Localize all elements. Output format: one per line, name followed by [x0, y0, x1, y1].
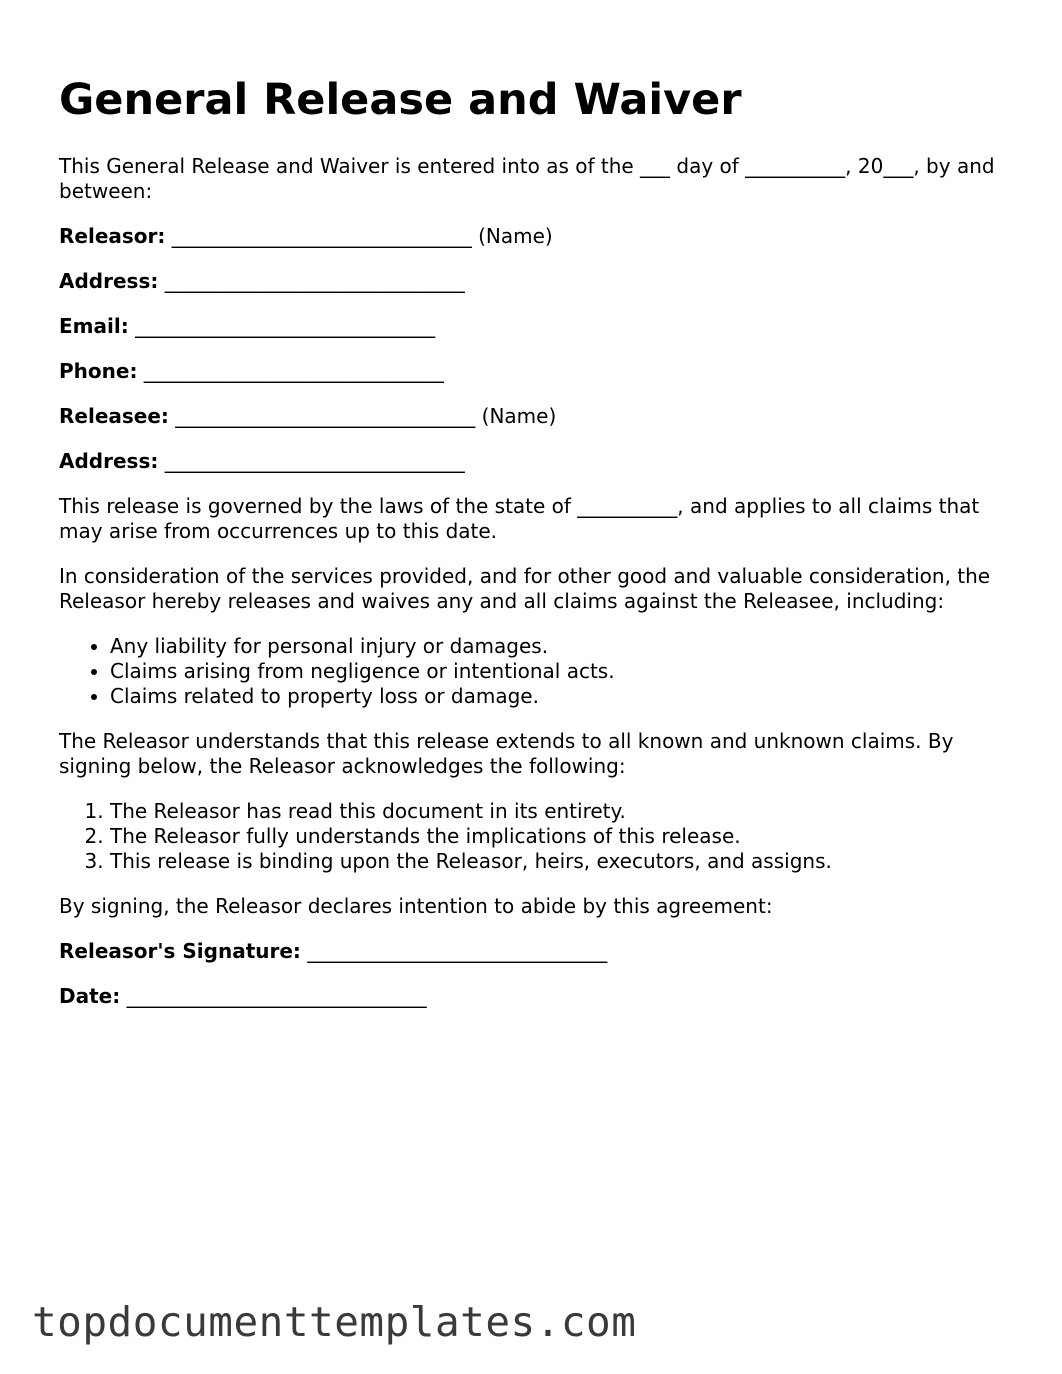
governing-law-paragraph: This release is governed by the laws of the state of __________, and applies to all claims that may arise from occurrences up to this date. [59, 494, 980, 543]
claims-list [59, 634, 999, 709]
releasee-name-field [59, 404, 999, 429]
site-watermark: topdocumenttemplates.com [32, 1298, 637, 1346]
list-item: • Claims arising from negligence or intentional acts. [110, 659, 999, 684]
document-page [59, 72, 999, 1029]
declaration-paragraph: By signing, the Releasor declares intention to abide by this agreement: [59, 894, 773, 918]
releasor-email-field [59, 314, 999, 339]
releasor-phone-field [59, 359, 999, 384]
field-label: Releasee: [59, 404, 169, 428]
list-item: 1. The Releasor has read this document in its entirety. [110, 799, 999, 824]
field-blank: ______________________________ [158, 269, 465, 293]
releasor-address-field [59, 269, 999, 294]
list-item: • Claims related to property loss or damage. [110, 684, 999, 709]
field-label: Date: [59, 984, 121, 1008]
field-blank: ______________________________ [158, 449, 465, 473]
field-label: Address: [59, 269, 159, 293]
consideration-paragraph: In consideration of the services provided, and for other good and valuable consideration, the Releasor hereby releases and waives any and all claims against the Releasee, including: [59, 564, 991, 613]
intro-paragraph: This General Release and Waiver is entered into as of the ___ day of __________, 20___, by and between: [59, 154, 995, 203]
field-label: Address: [59, 449, 159, 473]
field-blank: ______________________________ [128, 314, 436, 338]
field-label: Releasor's Signature: [59, 939, 301, 963]
releasee-address-field [59, 449, 999, 474]
signature-field [59, 939, 999, 964]
list-item: 3. This release is binding upon the Releasor, heirs, executors, and assigns. [110, 849, 999, 874]
list-item: • Any liability for personal injury or damages. [110, 634, 999, 659]
understanding-paragraph: The Releasor understands that this release extends to all known and unknown claims. By signing below, the Releasor acknowledges the following: [59, 729, 954, 778]
field-label: Phone: [59, 359, 138, 383]
field-label: Releasor: [59, 224, 166, 248]
field-blank: ______________________________ (Name) [168, 404, 557, 428]
document-title: General Release and Waiver [59, 75, 742, 125]
acknowledgements-list [59, 799, 999, 874]
field-blank: ______________________________ [300, 939, 608, 963]
date-field [59, 984, 999, 1009]
list-item: 2. The Releasor fully understands the implications of this release. [110, 824, 999, 849]
field-blank: ______________________________ [137, 359, 444, 383]
field-label: Email: [59, 314, 129, 338]
field-blank: ______________________________ (Name) [165, 224, 553, 248]
field-blank: ______________________________ [120, 984, 427, 1008]
releasor-name-field [59, 224, 999, 249]
